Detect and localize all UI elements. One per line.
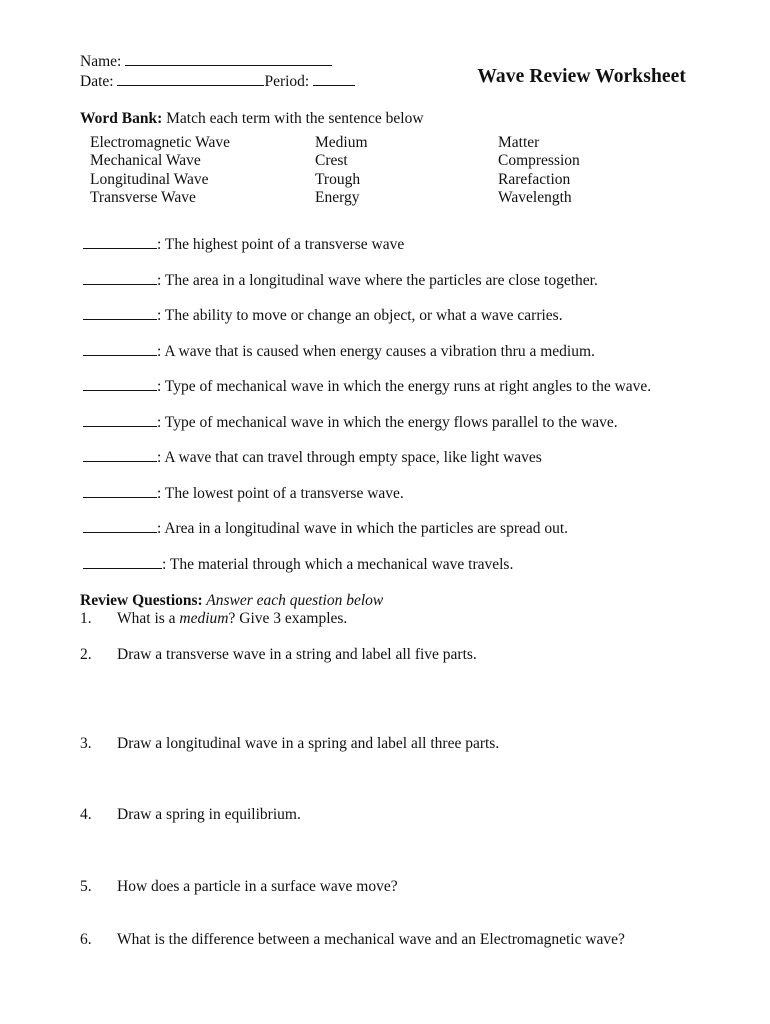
answer-blank-line[interactable] [83,520,157,533]
question-number: 3. [80,735,92,752]
matching-item [83,236,703,272]
question-text-pre: Draw a longitudinal wave in a spring and label all three parts. [117,735,500,752]
answer-blank-line[interactable] [83,449,157,462]
word-bank-term: Matter [498,134,540,151]
review-question [80,646,477,664]
question-text [117,878,398,896]
answer-blank-line[interactable] [83,378,157,391]
review-question [80,931,625,949]
question-text-pre: Draw a transverse wave in a string and label all five parts. [117,646,477,663]
matching-item [83,307,703,343]
question-text-post: ? Give 3 examples. [228,610,348,627]
word-bank-heading-label: Word Bank: [80,110,163,127]
answer-blank-line[interactable] [83,485,157,498]
matching-item-text: : The area in a longitudinal wave where the particles are close together. [157,271,598,289]
answer-blank-line[interactable] [83,272,157,285]
word-bank-row [90,189,690,207]
word-bank-row [90,171,690,189]
question-number: 6. [80,931,92,948]
matching-item [83,485,703,521]
matching-item-text: : The material through which a mechanical wave travels. [162,555,514,573]
question-text [117,735,499,753]
question-number: 5. [80,878,92,895]
matching-item-text: : The highest point of a transverse wave [157,236,405,253]
date-period-row [80,72,355,92]
page-header [80,52,690,92]
answer-blank-line[interactable] [83,414,157,427]
name-label: Name: [80,53,126,70]
word-bank-row [90,134,690,152]
matching-item-text: : The ability to move or change an object, or what a wave carries. [157,307,563,324]
word-bank-term: Medium [315,134,368,151]
matching-item [83,556,703,592]
matching-item [83,378,703,414]
review-questions-instruction: Answer each question below [202,592,384,609]
word-bank-term: Rarefaction [498,170,571,188]
matching-item [83,520,703,556]
word-bank-heading-instruction: Match each term with the sentence below [162,110,424,127]
date-label: Date: [80,73,118,90]
matching-items-list [83,236,703,591]
question-text [117,646,477,664]
period-label: Period: [264,73,314,90]
matching-item-text: : A wave that can travel through empty space, like light waves [157,449,542,466]
question-number: 4. [80,806,92,823]
question-text-emphasis: medium [179,610,229,627]
name-blank-line[interactable] [125,52,332,66]
review-question [80,610,347,628]
student-info-block [80,52,355,92]
matching-item [83,343,703,379]
question-text-pre: What is the difference between a mechanical wave and an Electromagnetic wave? [117,931,625,948]
matching-item [83,414,703,450]
word-bank-term: Transverse Wave [90,188,196,206]
question-text [117,806,301,824]
word-bank-term: Crest [315,152,348,170]
answer-blank-line[interactable] [83,343,157,356]
name-row [80,52,355,72]
matching-item-text: : Area in a longitudinal wave in which the particles are spread out. [157,520,569,537]
date-blank-line[interactable] [117,72,264,86]
review-question [80,806,301,824]
matching-item [83,449,703,485]
word-bank-term: Wavelength [498,188,572,206]
question-text-pre: What is a [117,610,180,627]
answer-blank-line[interactable] [83,307,157,320]
matching-item-text: : The lowest point of a transverse wave. [157,484,404,502]
word-bank-term: Mechanical Wave [90,152,201,170]
matching-item-text: : Type of mechanical wave in which the energy runs at right angles to the wave. [157,378,652,395]
word-bank-term: Longitudinal Wave [90,170,209,188]
period-blank-line[interactable] [313,72,355,86]
word-bank-heading [80,110,424,128]
matching-item-text: : A wave that is caused when energy causes a vibration thru a medium. [157,342,595,360]
review-question [80,735,499,753]
word-bank-list [90,134,690,207]
answer-blank-line[interactable] [83,236,157,249]
answer-blank-line[interactable] [83,556,162,569]
word-bank-row [90,152,690,170]
question-text [117,610,347,628]
matching-item-text: : Type of mechanical wave in which the energy flows parallel to the wave. [157,413,618,431]
word-bank-term: Energy [315,188,360,206]
question-text-pre: How does a particle in a surface wave move? [117,878,398,895]
word-bank-term: Trough [315,170,361,188]
word-bank-term: Electromagnetic Wave [90,134,231,151]
question-number: 2. [80,646,92,663]
review-questions-label: Review Questions: [80,592,203,609]
review-questions-heading [80,592,383,610]
matching-item [83,272,703,308]
page-title: Wave Review Worksheet [477,66,686,87]
question-text-pre: Draw a spring in equilibrium. [117,806,301,823]
question-number: 1. [80,610,92,627]
review-question [80,878,398,896]
word-bank-term: Compression [498,152,580,170]
question-text [117,931,625,949]
